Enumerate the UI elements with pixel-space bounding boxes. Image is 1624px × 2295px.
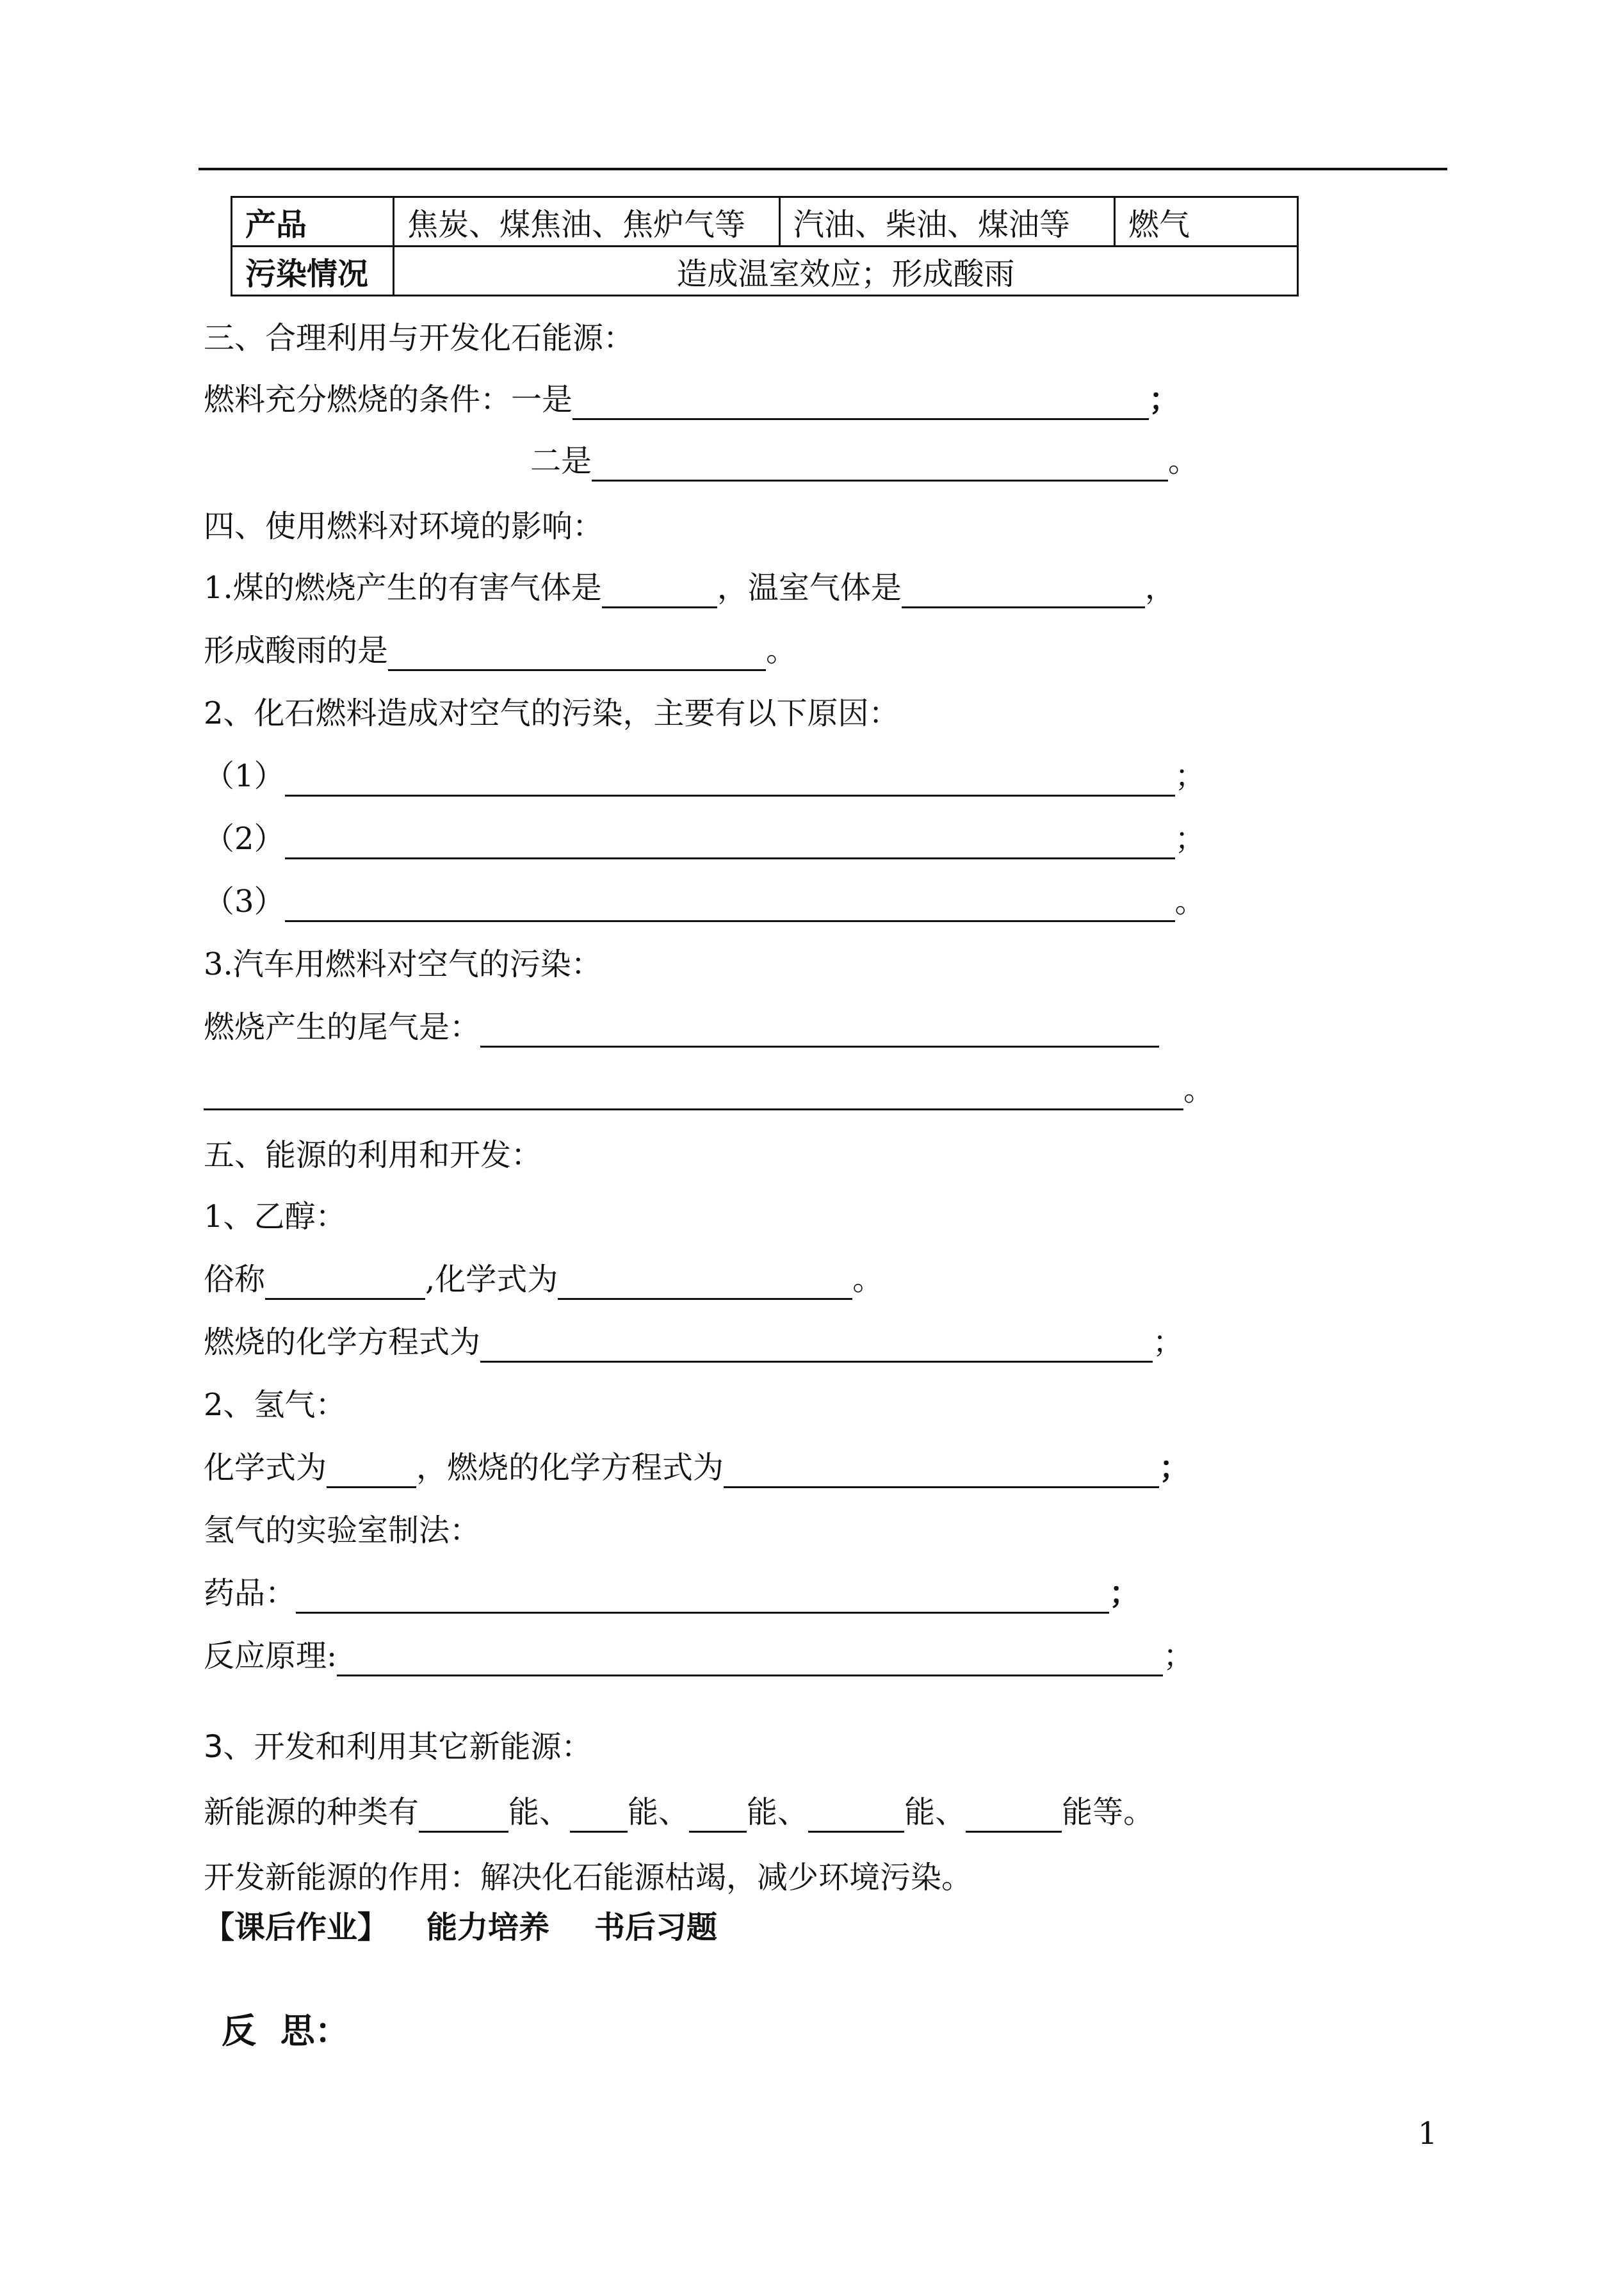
- header-rule: [199, 168, 1447, 170]
- vehicle-pollution-heading: 3.汽车用燃料对空气的污染：: [204, 946, 602, 982]
- answer-blank[interactable]: [572, 386, 1149, 420]
- combustion-condition-1: 燃料充分燃烧的条件：一是 ；: [204, 379, 1180, 420]
- reason-item-3: （3） 。: [204, 881, 1206, 922]
- hydrogen-heading: 2、氢气：: [204, 1387, 346, 1423]
- exhaust-question-continued: 。: [204, 1069, 1214, 1110]
- answer-blank[interactable]: [966, 1799, 1062, 1833]
- section4-heading: 四、使用燃料对环境的影响：: [204, 508, 604, 544]
- answer-blank[interactable]: [689, 1799, 747, 1833]
- table-header-product: 产品: [232, 197, 394, 247]
- hydrogen-lab-heading: 氢气的实验室制法：: [204, 1512, 481, 1548]
- answer-blank[interactable]: [592, 448, 1168, 482]
- hydrogen-reagents-question: 药品： ；: [204, 1573, 1140, 1614]
- acid-rain-question: 形成酸雨的是 。: [204, 630, 797, 671]
- hydrogen-formula-question: 化学式为 ，燃烧的化学方程式为 ；: [204, 1447, 1190, 1488]
- new-energy-heading: 3、开发和利用其它新能源：: [204, 1729, 592, 1765]
- ethanol-equation-question: 燃烧的化学方程式为 ；: [204, 1322, 1183, 1363]
- homework-line: [204, 1907, 717, 1948]
- answer-blank[interactable]: [285, 763, 1175, 797]
- answer-blank[interactable]: [388, 637, 766, 671]
- combustion-condition-2: 二是 。: [530, 441, 1199, 482]
- coal-gas-question: 1.煤的燃烧产生的有害气体是 ，温室气体是 ，: [204, 567, 1176, 608]
- answer-blank[interactable]: [724, 1454, 1159, 1488]
- answer-blank[interactable]: [337, 1642, 1163, 1676]
- new-energy-effect: 开发新能源的作用：解决化石能源枯竭，减少环境污染。: [204, 1860, 973, 1895]
- answer-blank[interactable]: [327, 1454, 416, 1488]
- ethanol-heading: 1、乙醇：: [204, 1199, 346, 1235]
- fossil-pollution-heading: 2、化石燃料造成对空气的污染，主要有以下原因：: [204, 695, 900, 731]
- homework-item-ability: 能力培养: [426, 1910, 550, 1945]
- new-energy-kinds-question: 新能源的种类有 能、 能、 能、 能、 能等。: [204, 1792, 1154, 1833]
- ethanol-name-question: 俗称 ,化学式为 。: [204, 1259, 883, 1300]
- answer-blank[interactable]: [480, 1329, 1153, 1363]
- answer-blank[interactable]: [204, 1076, 1183, 1110]
- hydrogen-reaction-question: 反应原理: ；: [204, 1635, 1194, 1676]
- reason-item-1: （1） ；: [204, 756, 1206, 797]
- answer-blank[interactable]: [902, 574, 1145, 608]
- homework-label: 【课后作业】: [204, 1910, 389, 1945]
- table-cell-oil-products: 汽油、柴油、煤油等: [780, 197, 1115, 247]
- table-header-pollution: 污染情况: [232, 247, 394, 296]
- answer-blank[interactable]: [265, 1266, 425, 1300]
- table-cell-pollution: 造成温室效应；形成酸雨: [394, 247, 1298, 296]
- answer-blank[interactable]: [285, 888, 1175, 922]
- section3-heading: 三、合理利用与开发化石能源：: [204, 320, 635, 356]
- answer-blank[interactable]: [558, 1266, 852, 1300]
- answer-blank[interactable]: [602, 574, 717, 608]
- reflection-heading: 反 思：: [222, 2011, 350, 2051]
- homework-item-exercises: 书后习题: [594, 1910, 718, 1945]
- table-row: [232, 197, 1298, 247]
- answer-blank[interactable]: [285, 825, 1175, 859]
- answer-blank[interactable]: [296, 1580, 1109, 1614]
- section5-heading: 五、能源的利用和开发：: [204, 1137, 542, 1173]
- table-cell-gas-products: 燃气: [1115, 197, 1298, 247]
- page-number: 1: [1418, 2116, 1438, 2152]
- table-row: [232, 247, 1298, 296]
- answer-blank[interactable]: [480, 1014, 1159, 1048]
- table-cell-coal-products: 焦炭、煤焦油、焦炉气等: [394, 197, 780, 247]
- answer-blank[interactable]: [570, 1799, 628, 1833]
- answer-blank[interactable]: [419, 1799, 508, 1833]
- reason-item-2: （2） ；: [204, 818, 1206, 859]
- answer-blank[interactable]: [808, 1799, 904, 1833]
- exhaust-question: 燃烧产生的尾气是：: [204, 1007, 1159, 1048]
- fuel-product-table: [231, 196, 1299, 296]
